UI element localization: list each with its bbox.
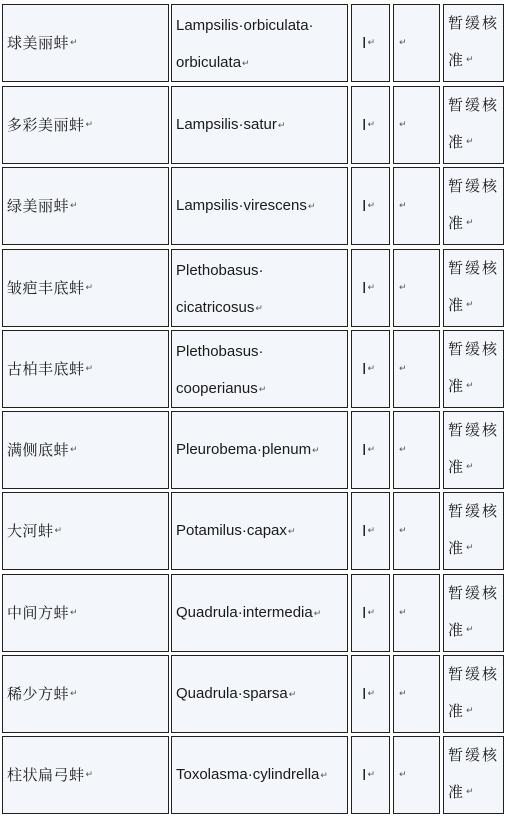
status-cell[interactable]: [443, 492, 504, 570]
paragraph-mark: ↵: [466, 300, 476, 310]
paragraph-mark: ↵: [320, 769, 328, 780]
status-line: 准↵: [448, 377, 476, 395]
paragraph-mark: ↵: [255, 302, 263, 313]
paragraph-mark: ↵: [466, 462, 476, 472]
paragraph-mark: ↵: [367, 364, 375, 374]
status-line: 暂缓核: [448, 665, 500, 683]
status-line: 准↵: [448, 539, 476, 557]
chinese-name-cell[interactable]: [2, 492, 169, 570]
paragraph-mark: ↵: [70, 445, 78, 455]
paragraph-mark: ↵: [399, 526, 407, 536]
paragraph-mark: ↵: [367, 526, 375, 536]
status-line: 暂缓核: [448, 502, 500, 520]
scientific-name-line: Quadrula·sparsa↵: [176, 685, 297, 703]
note-cell[interactable]: [393, 167, 440, 245]
status-line: 暂缓核: [448, 259, 500, 277]
status-line: 暂缓核: [448, 96, 500, 114]
status-line: 准↵: [448, 621, 476, 639]
paragraph-mark: ↵: [399, 445, 407, 455]
paragraph-mark: ↵: [277, 119, 286, 130]
table-row: [0, 655, 507, 733]
scientific-name-line: Potamilus·capax↵: [176, 522, 296, 540]
protection-level-cell[interactable]: [351, 4, 390, 82]
protection-level: Ⅰ: [362, 605, 367, 622]
protection-level: Ⅰ: [362, 35, 367, 52]
table-row: [0, 411, 507, 489]
protection-level-cell[interactable]: [351, 330, 390, 408]
status-line: 暂缓核: [448, 584, 500, 602]
paragraph-mark: ↵: [399, 283, 407, 293]
paragraph-mark: ↵: [367, 283, 375, 293]
chinese-name: 大河蚌: [7, 522, 54, 540]
status-cell[interactable]: [443, 4, 504, 82]
scientific-name-line: cicatricosus↵: [176, 299, 263, 316]
paragraph-mark: ↵: [70, 38, 78, 48]
protection-level: Ⅰ: [362, 117, 367, 134]
status-cell[interactable]: [443, 574, 504, 652]
chinese-name-cell[interactable]: [2, 736, 169, 814]
status-cell[interactable]: [443, 249, 504, 327]
status-line: 暂缓核: [448, 340, 500, 358]
chinese-name-cell[interactable]: [2, 330, 169, 408]
paragraph-mark: ↵: [70, 608, 78, 618]
note-cell[interactable]: [393, 736, 440, 814]
scientific-name-line: Lampsilis·orbiculata·: [176, 17, 314, 34]
paragraph-mark: ↵: [367, 689, 375, 699]
status-line: 准↵: [448, 296, 476, 314]
table-row: [0, 574, 507, 652]
status-cell[interactable]: [443, 86, 504, 164]
protection-level: Ⅰ: [362, 686, 367, 703]
paragraph-mark: ↵: [367, 38, 375, 48]
paragraph-mark: ↵: [70, 689, 78, 699]
chinese-name-cell[interactable]: [2, 249, 169, 327]
protection-level: Ⅰ: [362, 767, 367, 784]
paragraph-mark: ↵: [399, 120, 407, 130]
protection-level: Ⅰ: [362, 198, 367, 215]
paragraph-mark: ↵: [367, 201, 375, 211]
status-cell[interactable]: [443, 655, 504, 733]
scientific-name-cell[interactable]: [171, 167, 348, 245]
paragraph-mark: ↵: [466, 543, 476, 553]
paragraph-mark: ↵: [466, 706, 476, 716]
paragraph-mark: ↵: [466, 381, 476, 391]
note-cell[interactable]: [393, 411, 440, 489]
paragraph-mark: ↵: [399, 689, 407, 699]
scientific-name-cell[interactable]: [171, 330, 348, 408]
protection-level-cell[interactable]: [351, 736, 390, 814]
chinese-name: 古柏丰底蚌: [7, 360, 85, 378]
chinese-name-cell[interactable]: [2, 167, 169, 245]
note-cell[interactable]: [393, 574, 440, 652]
paragraph-mark: ↵: [466, 218, 476, 228]
table-row: [0, 4, 507, 82]
scientific-name-line: cooperianus↵: [176, 380, 267, 397]
note-cell[interactable]: [393, 249, 440, 327]
paragraph-mark: ↵: [399, 770, 407, 780]
note-cell[interactable]: [393, 330, 440, 408]
scientific-name-cell[interactable]: [171, 411, 348, 489]
scientific-name-line: Toxolasma·cylindrella↵: [176, 766, 328, 784]
chinese-name: 多彩美丽蚌: [7, 116, 85, 134]
scientific-name-line: orbiculata↵: [176, 54, 250, 71]
status-line: 暂缓核: [448, 14, 500, 32]
protection-level: Ⅰ: [362, 523, 367, 540]
paragraph-mark: ↵: [466, 625, 476, 635]
status-cell[interactable]: [443, 330, 504, 408]
paragraph-mark: ↵: [399, 364, 407, 374]
chinese-name: 绿美丽蚌: [7, 197, 70, 215]
paragraph-mark: ↵: [258, 383, 267, 394]
protection-level: Ⅰ: [362, 280, 367, 297]
paragraph-mark: ↵: [85, 364, 94, 374]
paragraph-mark: ↵: [399, 38, 407, 48]
protection-level-cell[interactable]: [351, 167, 390, 245]
paragraph-mark: ↵: [307, 200, 316, 211]
table-row: [0, 736, 507, 814]
status-line: 准↵: [448, 783, 476, 801]
paragraph-mark: ↵: [287, 525, 296, 536]
status-cell[interactable]: [443, 167, 504, 245]
status-line: 暂缓核: [448, 177, 500, 195]
scientific-name-cell[interactable]: [171, 86, 348, 164]
table-row: [0, 492, 507, 570]
status-cell[interactable]: [443, 411, 504, 489]
protection-level-cell[interactable]: [351, 574, 390, 652]
table-row: [0, 86, 507, 164]
paragraph-mark: ↵: [367, 445, 375, 455]
paragraph-mark: ↵: [242, 57, 250, 68]
scientific-name-line: Quadrula·intermedia↵: [176, 604, 322, 622]
chinese-name-cell[interactable]: [2, 86, 169, 164]
protection-level-cell[interactable]: [351, 249, 390, 327]
chinese-name: 皱疤丰底蚌: [7, 279, 85, 297]
paragraph-mark: ↵: [466, 787, 476, 797]
table-row: [0, 249, 507, 327]
scientific-name-line: Plethobasus·: [176, 262, 264, 279]
paragraph-mark: ↵: [288, 688, 297, 699]
protection-level-cell[interactable]: [351, 86, 390, 164]
chinese-name: 稀少方蚌: [7, 685, 70, 703]
chinese-name-cell[interactable]: [2, 574, 169, 652]
paragraph-mark: ↵: [312, 444, 320, 455]
scientific-name-cell[interactable]: [171, 4, 348, 82]
paragraph-mark: ↵: [367, 770, 375, 780]
scientific-name-line: Plethobasus·: [176, 343, 264, 360]
chinese-name-cell[interactable]: [2, 4, 169, 82]
table-row: [0, 167, 507, 245]
paragraph-mark: ↵: [313, 607, 322, 618]
scientific-name-cell[interactable]: [171, 736, 348, 814]
scientific-name-line: Pleurobema·plenum↵: [176, 441, 320, 459]
paragraph-mark: ↵: [466, 55, 476, 65]
chinese-name: 柱状扁弓蚌: [7, 766, 85, 784]
paragraph-mark: ↵: [70, 201, 78, 211]
table-row: [0, 330, 507, 408]
status-line: 准↵: [448, 51, 476, 69]
chinese-name-cell[interactable]: [2, 655, 169, 733]
status-line: 暂缓核: [448, 746, 500, 764]
note-cell[interactable]: [393, 492, 440, 570]
protection-level: Ⅰ: [362, 361, 367, 378]
protection-level: Ⅰ: [362, 442, 367, 459]
status-line: 准↵: [448, 214, 476, 232]
status-line: 准↵: [448, 702, 476, 720]
scientific-name-cell[interactable]: [171, 492, 348, 570]
scientific-name-cell[interactable]: [171, 249, 348, 327]
paragraph-mark: ↵: [367, 608, 375, 618]
paragraph-mark: ↵: [85, 770, 94, 780]
chinese-name: 球美丽蚌: [7, 34, 70, 52]
status-cell[interactable]: [443, 736, 504, 814]
status-line: 准↵: [448, 458, 476, 476]
chinese-name: 满侧底蚌: [7, 441, 70, 459]
protection-level-cell[interactable]: [351, 492, 390, 570]
status-line: 准↵: [448, 133, 476, 151]
paragraph-mark: ↵: [367, 120, 375, 130]
protection-level-cell[interactable]: [351, 655, 390, 733]
scientific-name-cell[interactable]: [171, 574, 348, 652]
scientific-name-line: Lampsilis·virescens↵: [176, 197, 316, 215]
chinese-name: 中间方蚌: [7, 604, 70, 622]
chinese-name-cell[interactable]: [2, 411, 169, 489]
scientific-name-cell[interactable]: [171, 655, 348, 733]
paragraph-mark: ↵: [399, 201, 407, 211]
status-line: 暂缓核: [448, 421, 500, 439]
paragraph-mark: ↵: [85, 283, 94, 293]
note-cell[interactable]: [393, 655, 440, 733]
protection-level-cell[interactable]: [351, 411, 390, 489]
note-cell[interactable]: [393, 4, 440, 82]
paragraph-mark: ↵: [54, 526, 63, 536]
paragraph-mark: ↵: [85, 120, 94, 130]
scientific-name-line: Lampsilis·satur↵: [176, 116, 286, 134]
note-cell[interactable]: [393, 86, 440, 164]
paragraph-mark: ↵: [399, 608, 407, 618]
paragraph-mark: ↵: [466, 137, 476, 147]
